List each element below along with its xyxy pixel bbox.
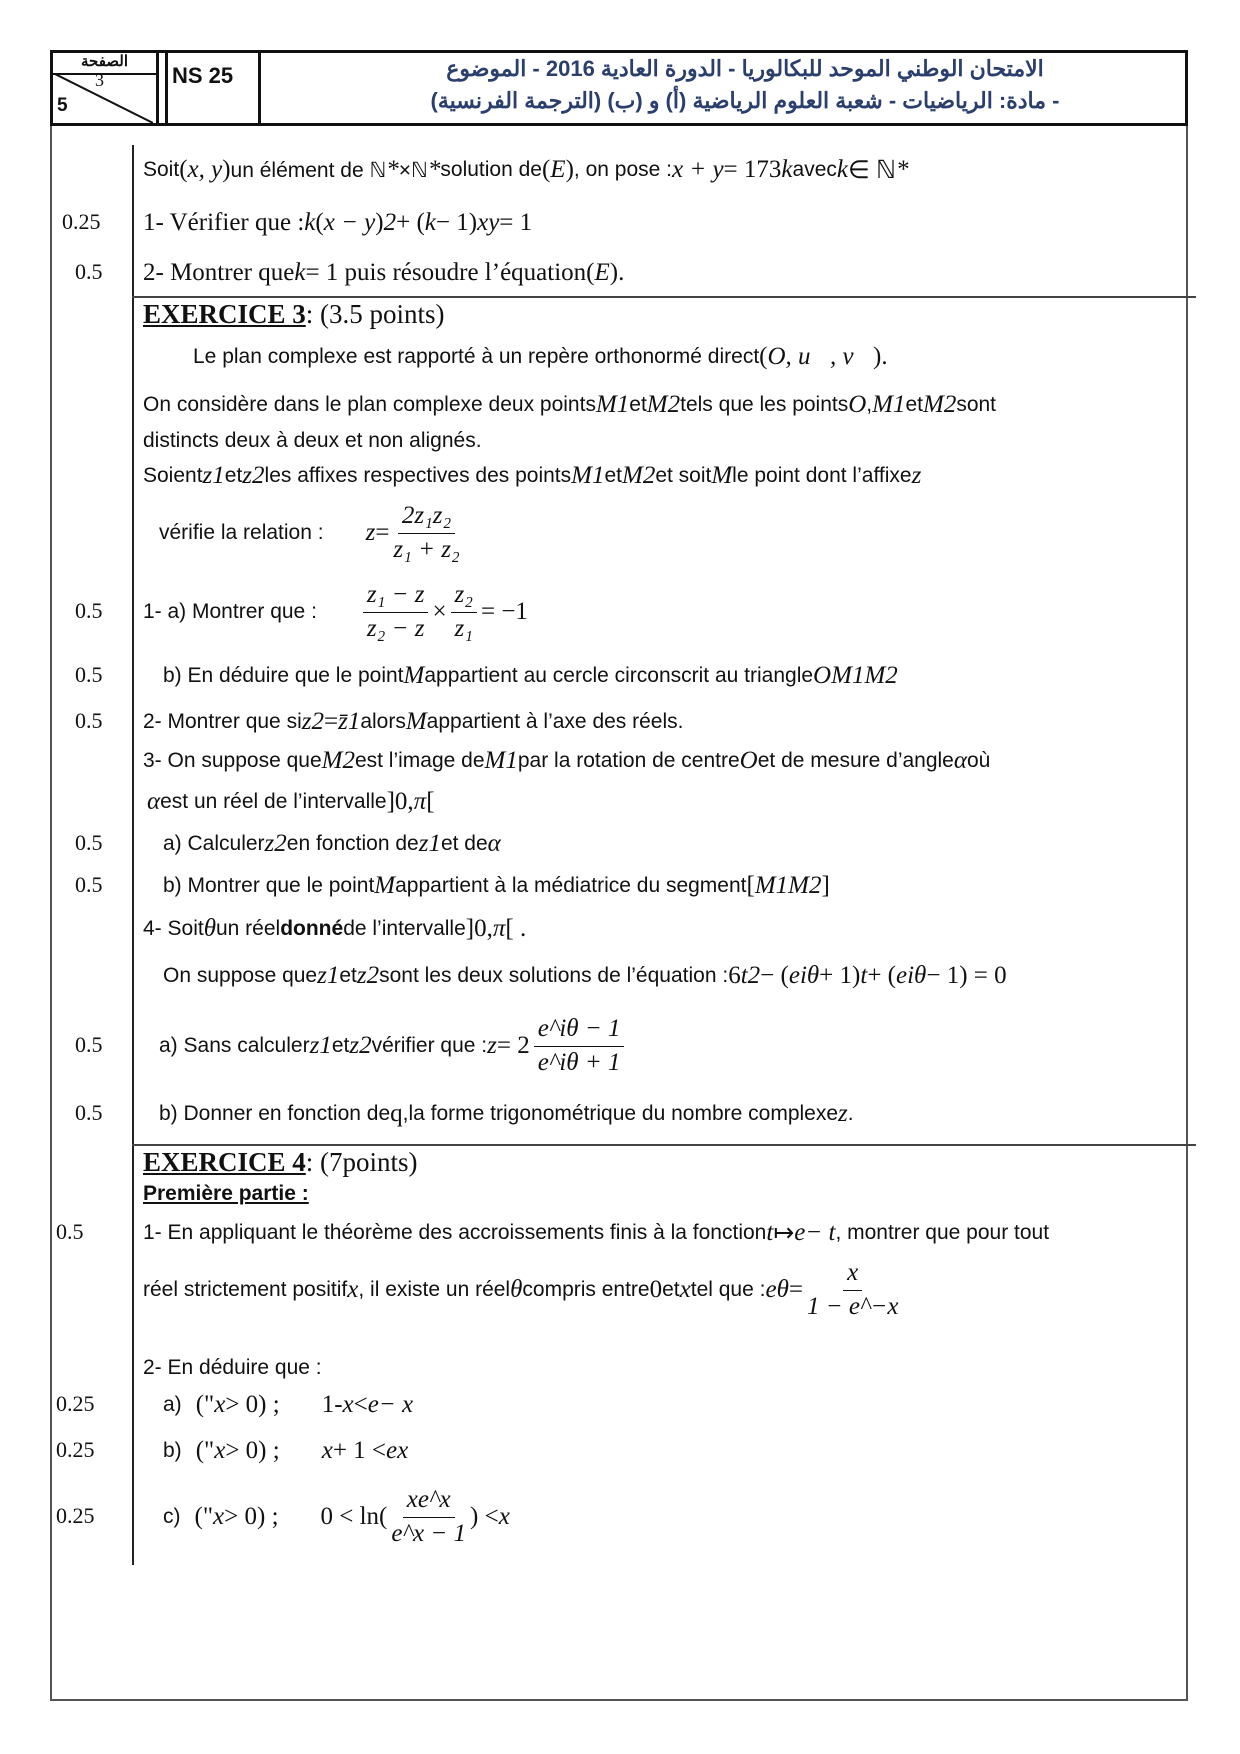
math-symbol: O: [848, 391, 867, 418]
text: ,: [866, 393, 873, 416]
fraction: [807, 1257, 898, 1323]
math-text: 6: [728, 962, 741, 989]
math-symbol: x: [321, 1437, 333, 1464]
text: par la rotation de centre: [517, 749, 740, 772]
subscript: 2: [252, 462, 265, 489]
score-value: 0.5: [56, 1219, 84, 1244]
question-line: [163, 826, 501, 862]
text: et: [604, 464, 622, 487]
denominator: e^iθ + 1: [537, 1048, 621, 1076]
numerator: xe^x: [403, 1484, 455, 1518]
math-symbol: M: [374, 872, 396, 899]
subscript: 1: [616, 391, 630, 418]
math-text: 1-: [321, 1391, 343, 1418]
math-symbol: α: [487, 830, 501, 857]
score-value: 0.5: [75, 872, 103, 897]
score-value: 0.25: [56, 1391, 95, 1416]
math-text: = −1: [480, 598, 528, 625]
math-text: (": [195, 1391, 215, 1418]
math-text: [: [426, 788, 435, 815]
question-line: [163, 868, 830, 904]
text: Le plan complexe est rapporté à un repère orthonormé direct: [193, 345, 760, 368]
text: distincts deux à deux et non alignés.: [143, 429, 482, 452]
text: le point dont l’affixe: [732, 464, 912, 487]
text: et: [629, 393, 647, 416]
page-total: 5: [57, 95, 68, 116]
question-line: [143, 1176, 309, 1212]
subscript: 1: [319, 1032, 332, 1059]
math-text: + 1): [819, 962, 861, 989]
text: et de mesure d’angle: [757, 749, 954, 772]
subscript: 2: [342, 747, 355, 774]
superscript: 2: [383, 209, 397, 236]
text: c): [163, 1505, 181, 1528]
title-line-2: - مادة: الرياضيات - شعبة العلوم الرياضية (أ) و (ب) (الترجمة الفرنسية): [430, 88, 1060, 113]
math-symbol: M: [484, 747, 506, 774]
math-text: (: [759, 343, 768, 370]
question-line: [143, 387, 996, 423]
math-text: ]0,: [465, 915, 493, 942]
text: un réel: [215, 917, 281, 940]
math-text: 0: [649, 1276, 663, 1303]
question-line: [159, 1096, 854, 1132]
question-line: [143, 1350, 322, 1386]
text: sont: [956, 393, 997, 416]
title-line-1: الامتحان الوطني الموحد للبكالوريا - الدورة العادية 2016 - الموضوع: [446, 56, 1044, 81]
math-symbol: M: [864, 662, 886, 689]
math-text: (": [195, 1437, 215, 1464]
text: compris entre: [522, 1278, 650, 1301]
text: , il existe un réel: [358, 1278, 511, 1301]
superscript: iθ: [799, 962, 820, 989]
math-symbol: x: [679, 1276, 691, 1303]
text: et: [331, 1034, 350, 1057]
superscript: x: [397, 1437, 409, 1464]
text: b) En déduire que le point: [163, 664, 404, 687]
denominator: 1 − e^−x: [806, 1292, 899, 1320]
math-text: 1- Vérifier que :: [143, 209, 305, 236]
text: b) Montrer que le point: [163, 874, 375, 897]
question-line: [143, 911, 526, 947]
text: 4- Soit: [143, 917, 204, 940]
math-symbol: M: [321, 747, 343, 774]
fraction: [534, 1013, 625, 1079]
subscript: 1: [347, 708, 361, 735]
math-text: =: [375, 519, 390, 546]
math-text: ]0,: [386, 788, 414, 815]
text: sont les deux solutions de l’équation :: [379, 964, 729, 987]
math-symbol: M: [922, 391, 944, 418]
question-line: [143, 1215, 1049, 1251]
text: de l’intervalle: [343, 917, 466, 940]
question-line: [143, 152, 909, 188]
math-symbol: k: [781, 156, 793, 183]
text: On considère dans le plan complexe deux points: [143, 393, 596, 416]
text: , on pose :: [573, 158, 672, 181]
score-value: 0.5: [75, 1032, 103, 1057]
question-line: [143, 1144, 418, 1180]
subscript: 2: [359, 1032, 372, 1059]
text: et: [905, 393, 923, 416]
math-text: > 0) ;: [224, 1503, 279, 1530]
math-symbol: E: [550, 156, 566, 183]
question-line: [143, 423, 482, 459]
math-symbol: x, y: [187, 156, 223, 183]
denominator: z₂ − z: [366, 614, 425, 642]
subscript: 1: [505, 747, 518, 774]
fraction: [451, 579, 477, 645]
question-line: [143, 1259, 902, 1320]
bold-text: donné: [280, 917, 344, 940]
math-text: ).: [873, 343, 888, 370]
math-symbol: z: [349, 1032, 360, 1059]
math-symbol: k: [304, 209, 316, 236]
text: ×ℕ: [398, 158, 428, 182]
math-symbol: M: [788, 872, 809, 899]
math-symbol: e: [367, 1391, 379, 1418]
question-line: [143, 205, 532, 241]
text: ,la forme trigonométrique du nombre complexe: [402, 1102, 839, 1125]
page-number: 3: [95, 70, 104, 90]
score-value: 0.25: [62, 209, 101, 234]
text: Soient: [143, 464, 203, 487]
text: b) Donner en fonction de: [159, 1102, 391, 1125]
text: alors: [360, 710, 406, 733]
text: , montrer que pour tout: [835, 1221, 1050, 1244]
text: 1- En appliquant le théorème des accroissements finis à la fonction: [143, 1221, 767, 1244]
fraction: [391, 1484, 466, 1550]
math-symbol: e: [386, 1437, 398, 1464]
math-symbol: z: [911, 462, 922, 489]
numerator: e^iθ − 1: [534, 1013, 625, 1047]
math-symbol: E: [594, 259, 610, 286]
math-symbol: k: [836, 156, 848, 183]
page-label: الصفحة: [53, 53, 156, 75]
numerator: x: [843, 1257, 862, 1291]
math-text: q: [390, 1100, 403, 1127]
math-symbol: z: [365, 519, 376, 546]
math-symbol: t: [860, 962, 868, 989]
text: a): [163, 1393, 182, 1416]
math-text: = 2: [496, 1032, 530, 1059]
denominator: z₁ + z₂: [393, 535, 460, 563]
score-value: 0.5: [75, 662, 103, 687]
math-text: ): [565, 156, 574, 183]
exam-code: NS 25: [172, 63, 234, 88]
math-symbol: OM: [813, 662, 852, 689]
fraction: [393, 500, 459, 566]
math-symbol: M: [403, 662, 425, 689]
math-symbol: z: [838, 1100, 848, 1127]
math-text: − 1) = 0: [926, 962, 1007, 989]
math-symbol: x: [214, 1437, 226, 1464]
math-symbol: x: [214, 1391, 226, 1418]
superscript: θ: [776, 1276, 789, 1303]
subscript: 1: [775, 872, 789, 899]
text: tel que :: [690, 1278, 766, 1301]
superscript: − t: [805, 1219, 836, 1246]
math-symbol: z̄: [338, 708, 348, 735]
superscript: *: [427, 156, 441, 183]
math-text: + (: [396, 209, 425, 236]
score-value: 0.25: [56, 1503, 95, 1528]
math-text: [: [746, 872, 755, 899]
text: et: [224, 464, 243, 487]
question-line: [163, 1486, 510, 1547]
math-symbol: x + y: [671, 156, 724, 183]
text: 3- On suppose que: [143, 749, 322, 772]
math-symbol: xy: [477, 209, 500, 236]
text: réel strictement positif: [143, 1278, 348, 1301]
denominator: z₁: [454, 614, 473, 642]
math-symbol: t: [740, 962, 748, 989]
exercise-title: [143, 1147, 306, 1178]
subscript: 2: [808, 872, 822, 899]
math-symbol: e: [896, 962, 908, 989]
math-symbol: z: [242, 462, 253, 489]
math-symbol: α: [147, 788, 161, 815]
question-line: [159, 1015, 628, 1076]
math-symbol: k: [294, 259, 306, 286]
exercise-heading: EXERCICE 3: [143, 298, 306, 329]
question-line: [143, 296, 445, 332]
math-symbol: O: [739, 747, 758, 774]
text: .: [847, 1102, 854, 1125]
superscript: *: [386, 156, 399, 183]
math-text: = 173: [723, 156, 782, 183]
question-line: [143, 458, 921, 494]
math-symbol: M: [711, 462, 733, 489]
question-line: [143, 581, 528, 642]
math-text: − 1): [435, 209, 478, 236]
math-text: (: [541, 156, 551, 183]
math-symbol: M: [754, 872, 776, 899]
text: et: [662, 1278, 680, 1301]
math-symbol: M: [646, 391, 668, 418]
math-symbol: x: [347, 1276, 359, 1303]
subscript: 1: [212, 462, 225, 489]
text: et de: [440, 832, 488, 855]
text: On suppose que: [163, 964, 318, 987]
question-line: [163, 658, 898, 694]
text: appartient à l’axe des réels.: [426, 710, 684, 733]
math-text: > 0) ;: [225, 1437, 280, 1464]
math-text: + 1 <: [332, 1437, 387, 1464]
text: est l’image de: [354, 749, 485, 772]
math-symbol: α: [953, 747, 967, 774]
score-value: 0.5: [75, 598, 103, 623]
text: a) Sans calculer: [159, 1034, 310, 1057]
question-line: [159, 502, 464, 563]
question-line: [163, 1433, 408, 1469]
code-box: [165, 53, 261, 123]
math-symbol: M: [595, 391, 617, 418]
math-symbol: e: [788, 962, 800, 989]
math-symbol: z: [356, 962, 367, 989]
math-text: ) <: [470, 1503, 499, 1530]
math-text: > 0) ;: [225, 1391, 280, 1418]
text: solution de: [440, 158, 542, 181]
math-text: ×: [432, 598, 447, 625]
score-value: 0.5: [75, 259, 103, 284]
text: 2- En déduire que :: [143, 1356, 322, 1379]
math-text: =: [323, 708, 339, 735]
math-symbol: e: [794, 1219, 806, 1246]
subscript: 2: [311, 708, 324, 735]
math-text: [ .: [505, 915, 527, 942]
question-line: [147, 784, 435, 820]
math-symbol: x: [213, 1503, 225, 1530]
math-text: ): [375, 209, 384, 236]
math-symbol: z: [317, 962, 327, 989]
text: Soit: [143, 158, 180, 181]
question-line: [163, 958, 1007, 994]
superscript: iθ: [907, 962, 927, 989]
math-text: 2- Montrer que: [143, 259, 295, 286]
score-value: 0.5: [75, 1100, 103, 1125]
page-number-box: [53, 53, 159, 123]
question-line: [163, 1387, 413, 1423]
subscript: 2: [885, 662, 898, 689]
subscript: 1: [892, 391, 906, 418]
question-line: [193, 339, 888, 375]
fraction: [363, 579, 429, 645]
text: vérifier que :: [371, 1034, 488, 1057]
subscript: 2: [366, 962, 380, 989]
subscript: 2: [274, 830, 287, 857]
math-text: ]: [821, 872, 830, 899]
text: et: [339, 964, 357, 987]
math-text: ∈ ℕ: [847, 157, 897, 184]
text: en fonction de: [286, 832, 419, 855]
numerator: 2z₁z₂: [398, 500, 455, 534]
subscript: 1: [428, 830, 441, 857]
math-text: ): [222, 156, 231, 183]
question-line: [143, 743, 990, 779]
math-symbol: O, u⃗, v⃗: [767, 343, 874, 370]
math-symbol: M: [872, 391, 893, 418]
text: vérifie la relation :: [159, 521, 324, 544]
subscript: 2: [667, 391, 681, 418]
math-symbol: M: [571, 462, 592, 489]
subscript: 2: [642, 462, 656, 489]
math-symbol: M: [405, 708, 427, 735]
math-symbol: z: [309, 1032, 320, 1059]
exam-header: [50, 50, 1188, 126]
math-symbol: z: [264, 830, 275, 857]
math-symbol: M: [621, 462, 643, 489]
text: tels que les points: [680, 393, 849, 416]
subscript: 1: [591, 462, 605, 489]
math-symbol: z: [301, 708, 312, 735]
part-heading: Première partie :: [143, 1182, 309, 1205]
math-symbol: x: [342, 1391, 354, 1418]
denominator: e^x − 1: [391, 1519, 466, 1547]
exercise-title: [143, 299, 306, 330]
subscript: 2: [943, 391, 957, 418]
exercise-heading: EXERCICE 4: [143, 1146, 306, 1177]
math-symbol: k: [424, 209, 436, 236]
question-line: [143, 704, 684, 740]
math-text: = 1: [499, 209, 533, 236]
score-value: 0.25: [56, 1437, 95, 1462]
score-column-divider: [132, 145, 134, 1565]
math-symbol: z: [418, 830, 429, 857]
math-text: 0 < ln(: [320, 1503, 388, 1530]
text: 2- Montrer que si: [143, 710, 302, 733]
numerator: z₁ − z: [363, 579, 429, 613]
math-text: ↦: [773, 1220, 795, 1247]
math-symbol: x − y: [323, 209, 376, 236]
math-text: − (: [760, 962, 789, 989]
math-symbol: t: [766, 1219, 774, 1246]
text: les affixes respectives des points: [264, 464, 572, 487]
math-symbol: θ: [203, 915, 216, 942]
exam-title: [305, 53, 1185, 123]
numerator: z₂: [451, 579, 477, 613]
math-symbol: π: [413, 788, 427, 815]
math-text: (: [315, 209, 324, 236]
math-symbol: e: [765, 1276, 777, 1303]
superscript: − x: [378, 1391, 414, 1418]
math-text: (: [179, 156, 188, 183]
text: un élément de ℕ: [230, 158, 387, 182]
score-value: 0.5: [75, 708, 103, 733]
math-text: <: [353, 1391, 368, 1418]
math-text: + (: [867, 962, 896, 989]
text: 1- a) Montrer que :: [143, 600, 317, 623]
text: appartient à la médiatrice du segment: [395, 874, 747, 897]
text: appartient au cercle circonscrit au triangle: [424, 664, 814, 687]
math-symbol: x: [498, 1503, 510, 1530]
subscript: 1: [326, 962, 340, 989]
math-symbol: z: [202, 462, 213, 489]
superscript: *: [896, 156, 909, 183]
text: et soit: [655, 464, 712, 487]
text: est un réel de l’intervalle: [160, 790, 387, 813]
math-text: = 1 puis résoudre l’équation(: [305, 259, 595, 286]
text: où: [967, 749, 991, 772]
math-symbol: z: [487, 1032, 497, 1059]
subscript: 1: [851, 662, 865, 689]
question-line: [143, 255, 624, 291]
text: a) Calculer: [163, 832, 265, 855]
math-text: (": [194, 1503, 214, 1530]
exercise-points: : (3.5 points): [305, 298, 445, 329]
math-text: =: [788, 1276, 803, 1303]
math-symbol: θ: [510, 1276, 523, 1303]
superscript: 2: [747, 962, 761, 989]
math-symbol: π: [492, 915, 506, 942]
text: b): [163, 1439, 182, 1462]
text: avec: [792, 158, 837, 181]
score-value: 0.5: [75, 830, 103, 855]
exercise-points: : (7points): [305, 1146, 418, 1177]
math-text: ).: [609, 259, 625, 286]
